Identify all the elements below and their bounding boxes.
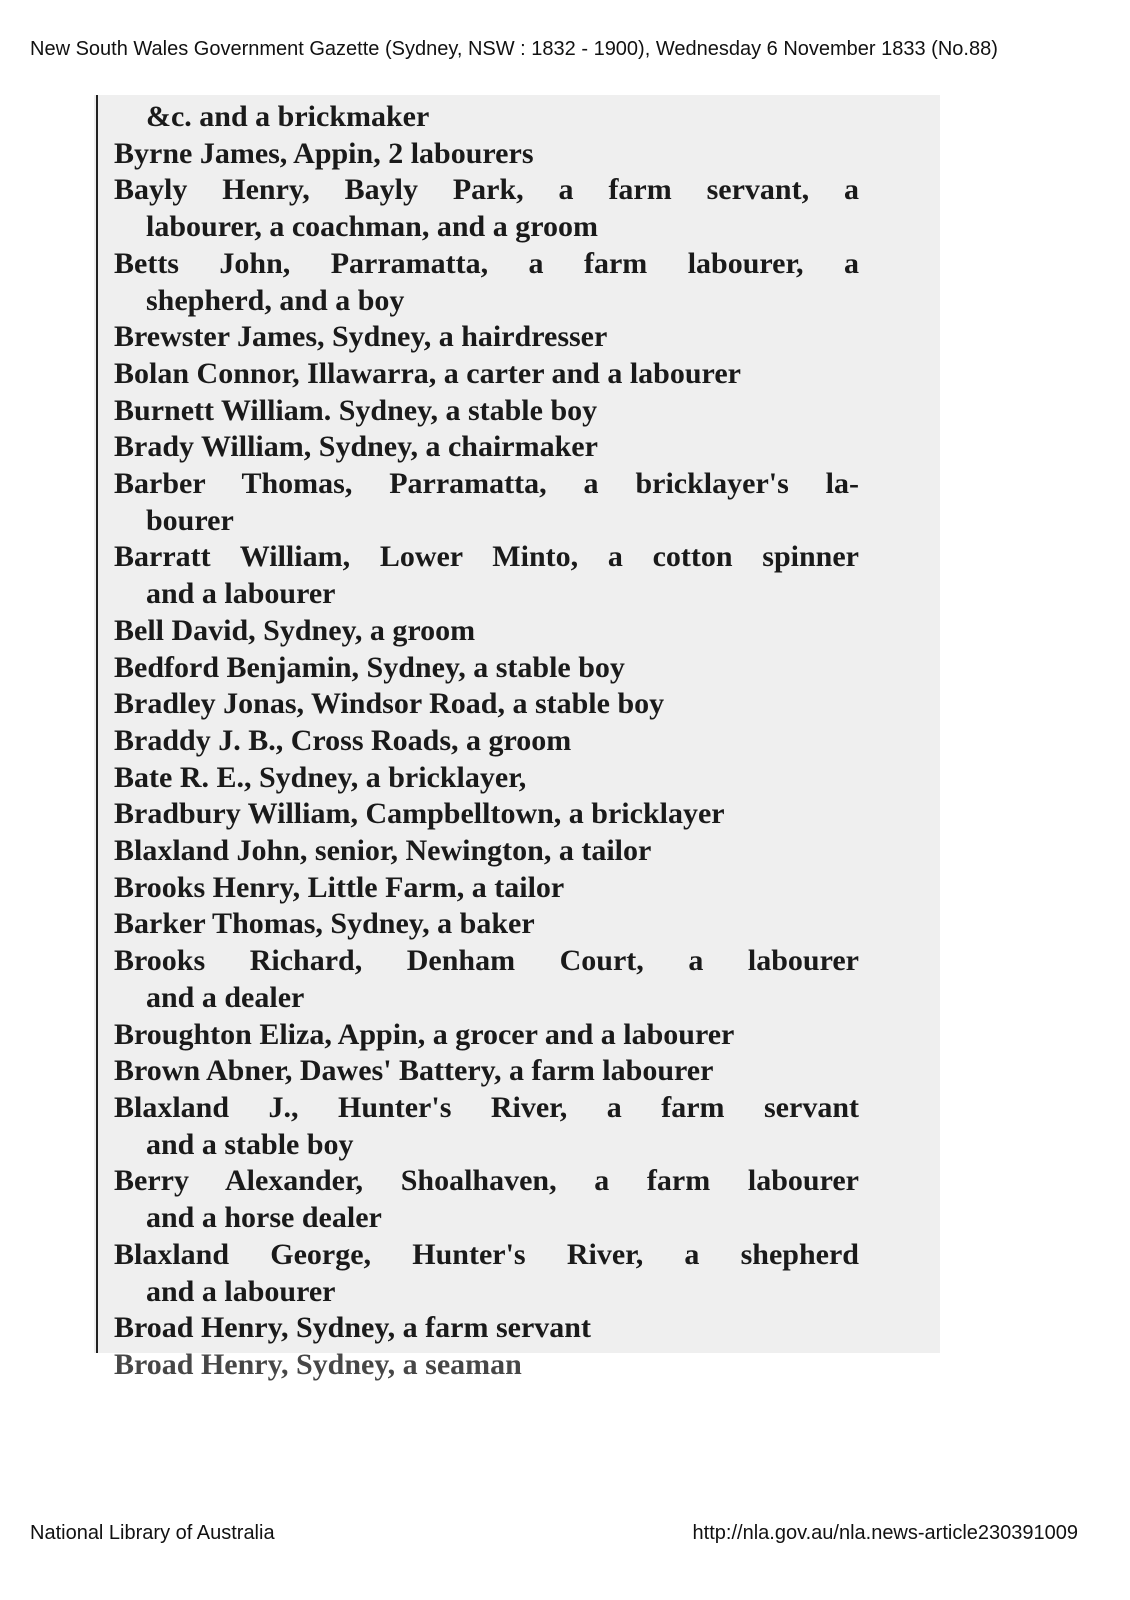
entry-line: Barratt William, Lower Minto, a cotton spinner [114, 540, 859, 574]
entry-continuation-line: and a stable boy [146, 1127, 354, 1161]
list-item [114, 466, 859, 539]
list-item [114, 943, 859, 1016]
entry-line: Bradbury William, Campbelltown, a bricklayer [114, 797, 725, 831]
entry-line: Broughton Eliza, Appin, a grocer and a labourer [114, 1017, 735, 1051]
list-item [114, 1310, 859, 1347]
entry-continuation-line: and a labourer [146, 577, 336, 611]
entry-line: Burnett William. Sydney, a stable boy [114, 393, 598, 427]
entry-line: Barber Thomas, Parramatta, a bricklayer's la- [114, 467, 859, 501]
list-item [114, 356, 859, 393]
list-item [114, 1347, 859, 1381]
list-item [114, 99, 859, 136]
list-item [114, 906, 859, 943]
entry-line: Blaxland John, senior, Newington, a tailor [114, 834, 652, 868]
entry-line: Braddy J. B., Cross Roads, a groom [114, 723, 572, 757]
list-item [114, 760, 859, 797]
list-item [114, 1090, 859, 1163]
list-item [114, 319, 859, 356]
entry-list [114, 99, 859, 1381]
entry-continuation-line: and a dealer [146, 980, 305, 1014]
list-item [114, 1017, 859, 1054]
entry-line: Brooks Richard, Denham Court, a labourer [114, 944, 859, 978]
list-item [114, 613, 859, 650]
newspaper-clipping [94, 95, 940, 1381]
list-item [114, 429, 859, 466]
list-item [114, 833, 859, 870]
entry-continuation-line: and a labourer [146, 1274, 336, 1308]
entry-continuation-line: shepherd, and a boy [146, 283, 405, 317]
entry-line: Brown Abner, Dawes' Battery, a farm labourer [114, 1054, 714, 1088]
entry-line: Brewster James, Sydney, a hairdresser [114, 320, 608, 354]
list-item [114, 1053, 859, 1090]
entry-line: Berry Alexander, Shoalhaven, a farm labourer [114, 1164, 859, 1198]
entry-line: Brady William, Sydney, a chairmaker [114, 430, 598, 464]
list-item [114, 1237, 859, 1310]
entry-continuation-line: labourer, a coachman, and a groom [146, 210, 598, 244]
entry-line: Broad Henry, Sydney, a seaman [114, 1347, 522, 1381]
entry-line: Bayly Henry, Bayly Park, a farm servant, a [114, 173, 859, 207]
column-rule [96, 95, 98, 1353]
footer-source: National Library of Australia [30, 1522, 275, 1544]
citation-header: New South Wales Government Gazette (Sydney, NSW : 1832 - 1900), Wednesday 6 November 1833 (No.88) [30, 38, 998, 60]
list-item [114, 686, 859, 723]
entry-line: Betts John, Parramatta, a farm labourer, a [114, 246, 859, 280]
list-item [114, 723, 859, 760]
list-item [114, 650, 859, 687]
entry-line: Blaxland J., Hunter's River, a farm servant [114, 1090, 859, 1124]
entry-continuation-line: and a horse dealer [146, 1201, 382, 1235]
list-item [114, 393, 859, 430]
entry-line: Brooks Henry, Little Farm, a tailor [114, 870, 565, 904]
list-item [114, 172, 859, 245]
entry-line: Broad Henry, Sydney, a farm servant [114, 1311, 591, 1345]
list-item [114, 1163, 859, 1236]
list-item [114, 539, 859, 612]
entry-line: Barker Thomas, Sydney, a baker [114, 907, 535, 941]
list-item [114, 796, 859, 833]
entry-line: Byrne James, Appin, 2 labourers [114, 136, 534, 170]
list-item [114, 870, 859, 907]
entry-line: Bradley Jonas, Windsor Road, a stable boy [114, 687, 665, 721]
entry-line: Bate R. E., Sydney, a bricklayer, [114, 760, 527, 794]
entry-line: Blaxland George, Hunter's River, a shepherd [114, 1237, 859, 1271]
entry-line: Bedford Benjamin, Sydney, a stable boy [114, 650, 625, 684]
entry-continuation-line: bourer [146, 503, 234, 537]
entry-line: Bolan Connor, Illawarra, a carter and a labourer [114, 356, 741, 390]
entry-line: &c. and a brickmaker [146, 100, 430, 133]
list-item [114, 246, 859, 319]
footer-article-link[interactable]: http://nla.gov.au/nla.news-article230391009 [692, 1522, 1078, 1544]
list-item [114, 136, 859, 173]
entry-line: Bell David, Sydney, a groom [114, 613, 476, 647]
